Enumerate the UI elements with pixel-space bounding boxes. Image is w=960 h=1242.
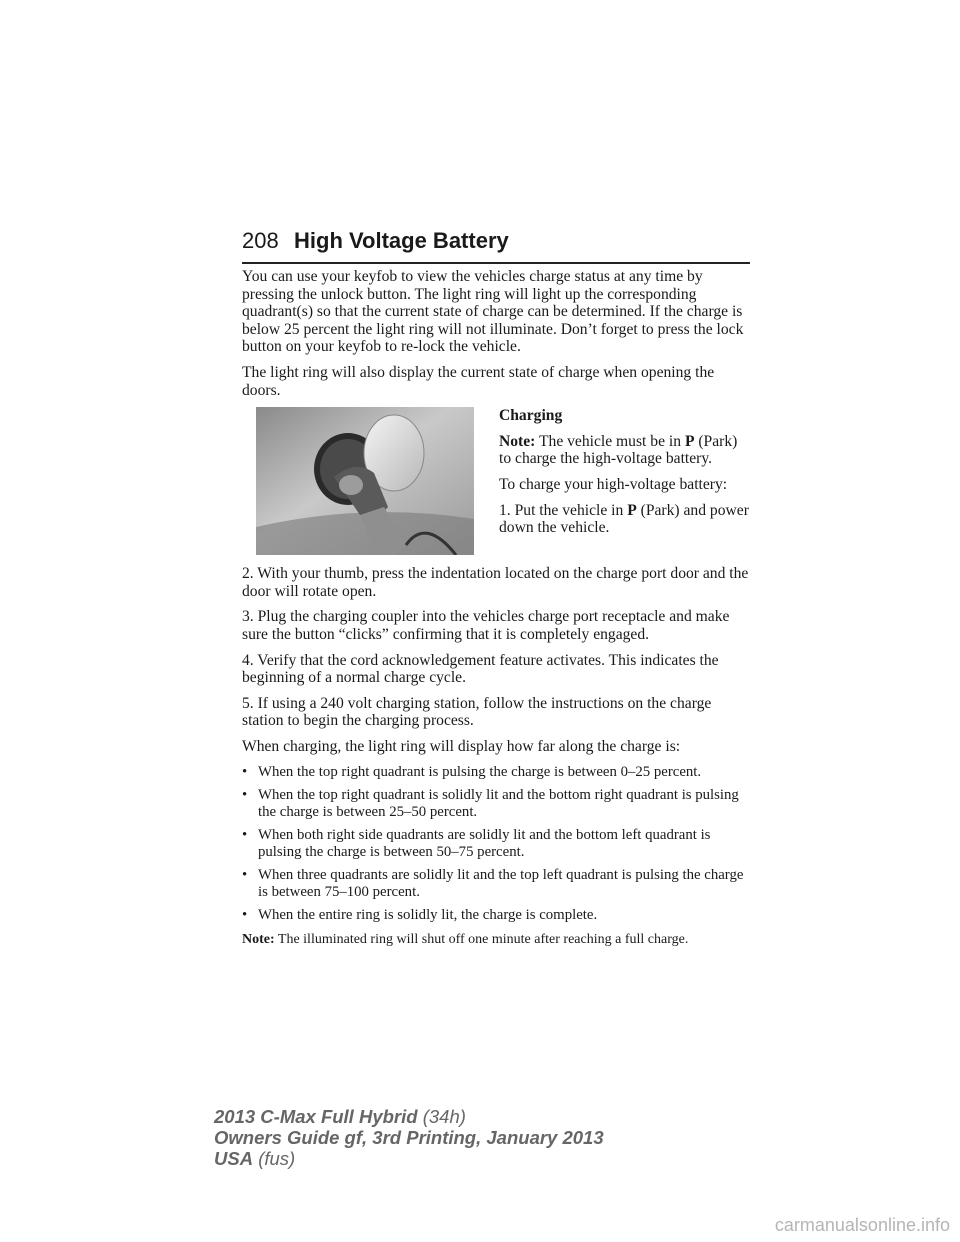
charging-section: [242, 407, 752, 555]
body-text: [242, 268, 752, 956]
step-1: 1. Put the vehicle in P (Park) and power down the vehicle.: [499, 501, 749, 537]
footer-line-2: Owners Guide gf, 3rd Printing, January 2013: [214, 1127, 604, 1148]
page-header: [242, 228, 750, 264]
charging-note: Note: The vehicle must be in P (Park) to charge the high-voltage battery.: [499, 432, 738, 468]
page-number: 208: [242, 228, 279, 253]
intro-paragraph-1: You can use your keyfob to view the vehicles charge status at any time by pressing the unlock button. The light ring will light up the corresponding quadrant(s) so that the current state of charge can be determined. If the charge is below 25 percent the light ring will not illuminate. Don’t forget to press the lock button on your keyfob to re-lock the vehicle.: [242, 268, 744, 356]
charge-port-illustration: [256, 407, 474, 555]
list-item: • When both right side quadrants are solidly lit and the bottom left quadrant is pulsing the charge is between 50–75 percent.: [242, 826, 711, 860]
site-watermark: carmanualsonline.info: [774, 1215, 950, 1235]
list-item: • When the entire ring is solidly lit, the charge is complete.: [242, 906, 598, 923]
final-note: Note: The illuminated ring will shut off one minute after reaching a full charge.: [242, 931, 689, 947]
charging-instructions: [499, 407, 752, 555]
step-3: 3. Plug the charging coupler into the vehicles charge port receptacle and make sure the button “clicks” confirming that it is completely engaged.: [242, 608, 730, 643]
charging-heading: Charging: [499, 407, 563, 425]
section-title: High Voltage Battery: [294, 228, 509, 253]
step-2: 2. With your thumb, press the indentation located on the charge port door and the door will rotate open.: [242, 565, 749, 600]
footer-line-3: USA (fus): [214, 1148, 296, 1169]
charge-level-list: [242, 764, 752, 924]
document-footer: [214, 1106, 604, 1169]
footer-line-1: 2013 C-Max Full Hybrid (34h): [214, 1106, 466, 1127]
step-5: 5. If using a 240 volt charging station, follow the instructions on the charge station to begin the charging process.: [242, 694, 712, 730]
list-item: • When the top right quadrant is solidly lit and the bottom right quadrant is pulsing the charge is between 25–50 percent.: [242, 786, 739, 820]
list-item: • When three quadrants are solidly lit and the top left quadrant is pulsing the charge is between 75–100 percent.: [242, 866, 744, 900]
step-4: 4. Verify that the cord acknowledgement feature activates. This indicates the beginning of a normal charge cycle.: [242, 651, 719, 687]
list-item: • When the top right quadrant is pulsing the charge is between 0–25 percent.: [242, 763, 702, 780]
ring-intro: When charging, the light ring will display how far along the charge is:: [242, 737, 681, 755]
charging-intro: To charge your high-voltage battery:: [499, 475, 728, 493]
intro-paragraph-2: The light ring will also display the current state of charge when opening the doors.: [242, 363, 715, 399]
